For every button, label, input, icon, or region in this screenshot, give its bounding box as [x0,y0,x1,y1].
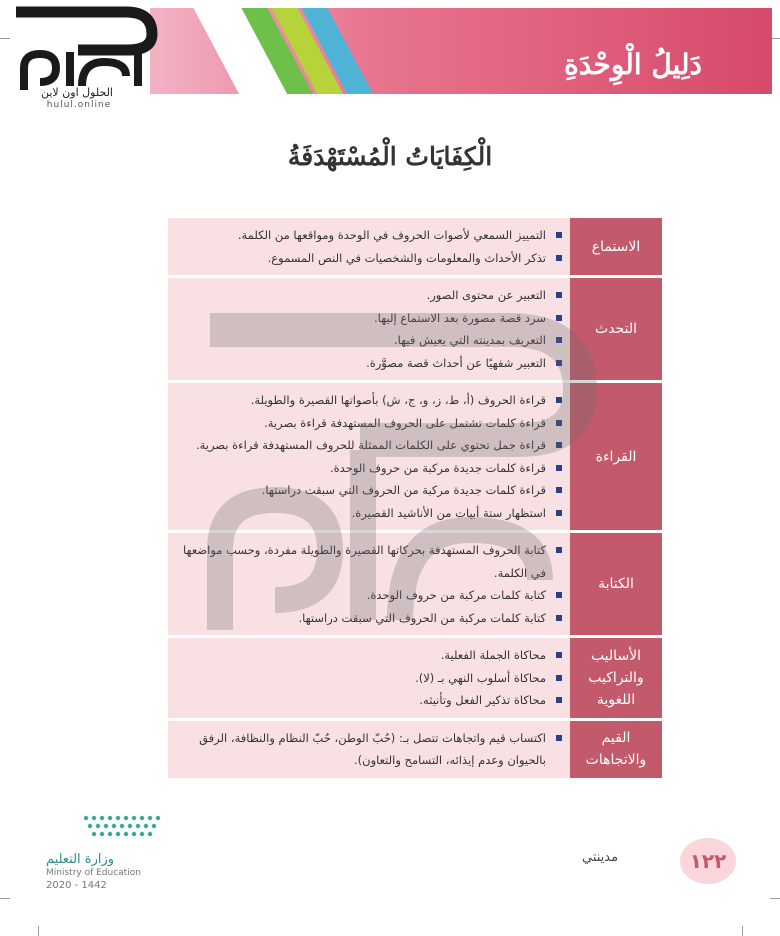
list-item: سرد قصة مصورة بعد الاستماع إليها. [174,307,562,330]
category-cell: القراءة [570,383,662,530]
bullet-icon [556,735,562,741]
bullet-icon [556,397,562,403]
bullet-icon [556,465,562,471]
bullet-icon [556,697,562,703]
header-title: دَلِيلُ الْوِحْدَةِ [564,48,702,81]
crop-mark [0,898,10,899]
list-item: كتابة كلمات مركبة من الحروف التي سبقت دراستها. [174,607,562,630]
bullet-icon [556,360,562,366]
list-item: كتابة كلمات مركبة من حروف الوحدة. [174,584,562,607]
crop-mark [742,926,743,936]
category-cell: الأساليب والتراكيب اللغوية [570,638,662,718]
list-item: استظهار ستة أبيات من الأناشيد القصيرة. [174,502,562,525]
edition-year: 2020 - 1442 [46,880,107,891]
crop-mark [38,926,39,936]
list-item: محاكاة أسلوب النهي بـ (لا). [174,667,562,690]
list-item: التعبير شفهيًا عن أحداث قصة مصوَّرة. [174,352,562,375]
bullet-icon [556,675,562,681]
competencies-table [168,218,662,781]
header-band [150,8,772,94]
list-item: قراءة الحروف (أ، ط، ز، و، ج، ش) بأصواتها القصيرة والطويلة. [174,389,562,412]
list-item: تذكر الأحداث والمعلومات والشخصيات في النص المسموع. [174,247,562,270]
table-row [168,383,662,533]
table-row [168,638,662,721]
category-cell: الاستماع [570,218,662,275]
table-row [168,533,662,638]
category-cell: الكتابة [570,533,662,635]
ministry-name-en: Ministry of Education [46,868,141,878]
ministry-name-ar: وزارة التعليم [46,852,115,867]
bullet-icon [556,652,562,658]
page-number: ١٢٢ [680,838,736,884]
list-item: قراءة جمل تحتوي على الكلمات الممثلة للحروف المستهدفة قراءة بصرية. [174,434,562,457]
table-row [168,218,662,278]
table-row [168,278,662,383]
list-item: اكتساب قيم واتجاهات تتصل بـ: (حُبّ الوطن، حُبّ النظام والنظافة، الرفق بالحيوان وعدم إيذائه، التسامح والتعاون). [174,727,562,772]
bullet-icon [556,592,562,598]
list-item: التعبير عن محتوى الصور. [174,284,562,307]
bullet-icon [556,510,562,516]
bullet-icon [556,442,562,448]
category-cell: التحدث [570,278,662,380]
bullet-icon [556,315,562,321]
list-item: التعريف بمدينته التي يعيش فيها. [174,329,562,352]
list-item: قراءة كلمات جديدة مركبة من الحروف التي سبقت دراستها. [174,479,562,502]
bullet-icon [556,547,562,553]
list-item: محاكاة الجملة الفعلية. [174,644,562,667]
list-item: قراءة كلمات تشتمل على الحروف المستهدفة قراءة بصرية. [174,412,562,435]
bullet-icon [556,337,562,343]
bullet-icon [556,420,562,426]
list-item: كتابة الحروف المستهدفة بحركاتها القصيرة والطويلة مفردة، وحسب مواضعها في الكلمة. [174,539,562,584]
logo-sub: hulul.online [46,100,112,110]
bullet-icon [556,232,562,238]
ministry-logo [44,812,174,852]
page-title: الْكِفَايَاتُ الْمُسْتَهْدَفَةُ [287,142,493,171]
crop-mark [770,898,780,899]
bullet-icon [556,292,562,298]
bullet-icon [556,615,562,621]
bullet-icon [556,255,562,261]
logo-tagline: الحلول اون لاين [41,86,113,99]
table-row [168,721,662,781]
bullet-icon [556,487,562,493]
list-item: قراءة كلمات جديدة مركبة من حروف الوحدة. [174,457,562,480]
list-item: التمييز السمعي لأصوات الحروف في الوحدة ومواقعها من الكلمة. [174,224,562,247]
list-item: محاكاة تذكير الفعل وتأنيثه. [174,689,562,712]
category-cell: القيم والاتجاهات [570,721,662,778]
book-title: مدينتي [582,850,619,865]
